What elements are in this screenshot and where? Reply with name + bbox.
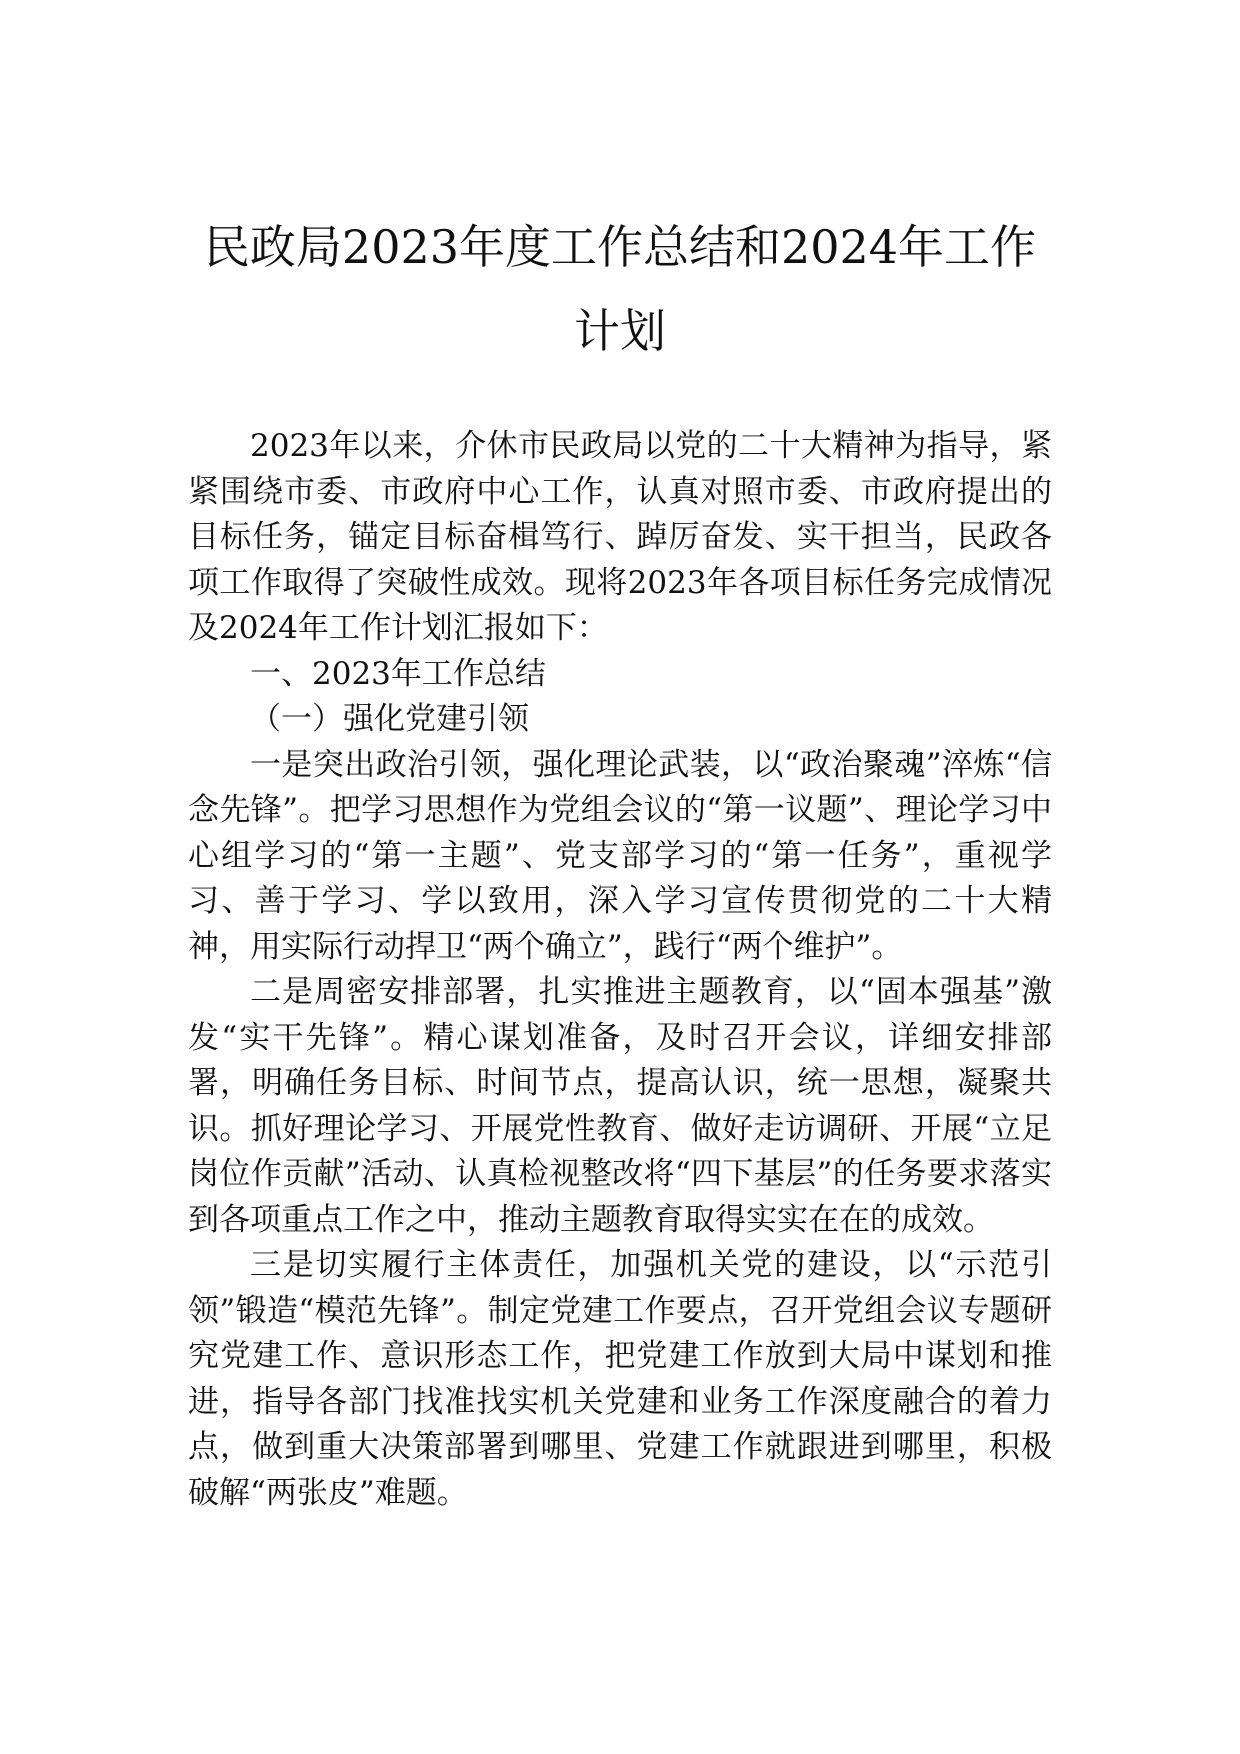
intro-paragraph: 2023年以来，介休市民政局以党的二十大精神为指导，紧紧围绕市委、市政府中心工作，认真对照市委、市政府提出的目标任务，锚定目标奋楫笃行、踔厉奋发、实干担当，民政各项工作取得了突破性成效。现将2023年各项目标任务完成情况及2024年工作计划汇报如下： bbox=[188, 428, 1052, 646]
document-body bbox=[188, 424, 1052, 1516]
document-title: 民政局2023年度工作总结和2024年工作计划 bbox=[203, 220, 1037, 358]
subsection-heading-party-building: （一）强化党建引领 bbox=[250, 701, 529, 737]
paragraph-point-one: 一是突出政治引领，强化理论武装，以“政治聚魂”淬炼“信念先锋”。把学习思想作为党组会议的“第一议题”、理论学习中心组学习的“第一主题”、党支部学习的“第一任务”，重视学习、善于学习、学以致用，深入学习宣传贯彻党的二十大精神，用实际行动捍卫“两个确立”，践行“两个维护”。 bbox=[188, 746, 1052, 965]
paragraph-point-three: 三是切实履行主体责任，加强机关党的建设，以“示范引领”锻造“模范先锋”。制定党建工作要点，召开党组会议专题研究党建工作、意识形态工作，把党建工作放到大局中谋划和推进，指导各部门找准找实机关党建和业务工作深度融合的着力点，做到重大决策部署到哪里、党建工作就跟进到哪里，积极破解“两张皮”难题。 bbox=[188, 1247, 1052, 1511]
paragraph-point-two: 二是周密安排部署，扎实推进主题教育，以“固本强基”激发“实干先锋”。精心谋划准备，及时召开会议，详细安排部署，明确任务目标、时间节点，提高认识，统一思想，凝聚共识。抓好理论学习、开展党性教育、做好走访调研、开展“立足岗位作贡献”活动、认真检视整改将“四下基层”的任务要求落实到各项重点工作之中，推动主题教育取得实实在在的成效。 bbox=[188, 974, 1052, 1238]
section-heading-summary: 一、2023年工作总结 bbox=[250, 655, 546, 692]
